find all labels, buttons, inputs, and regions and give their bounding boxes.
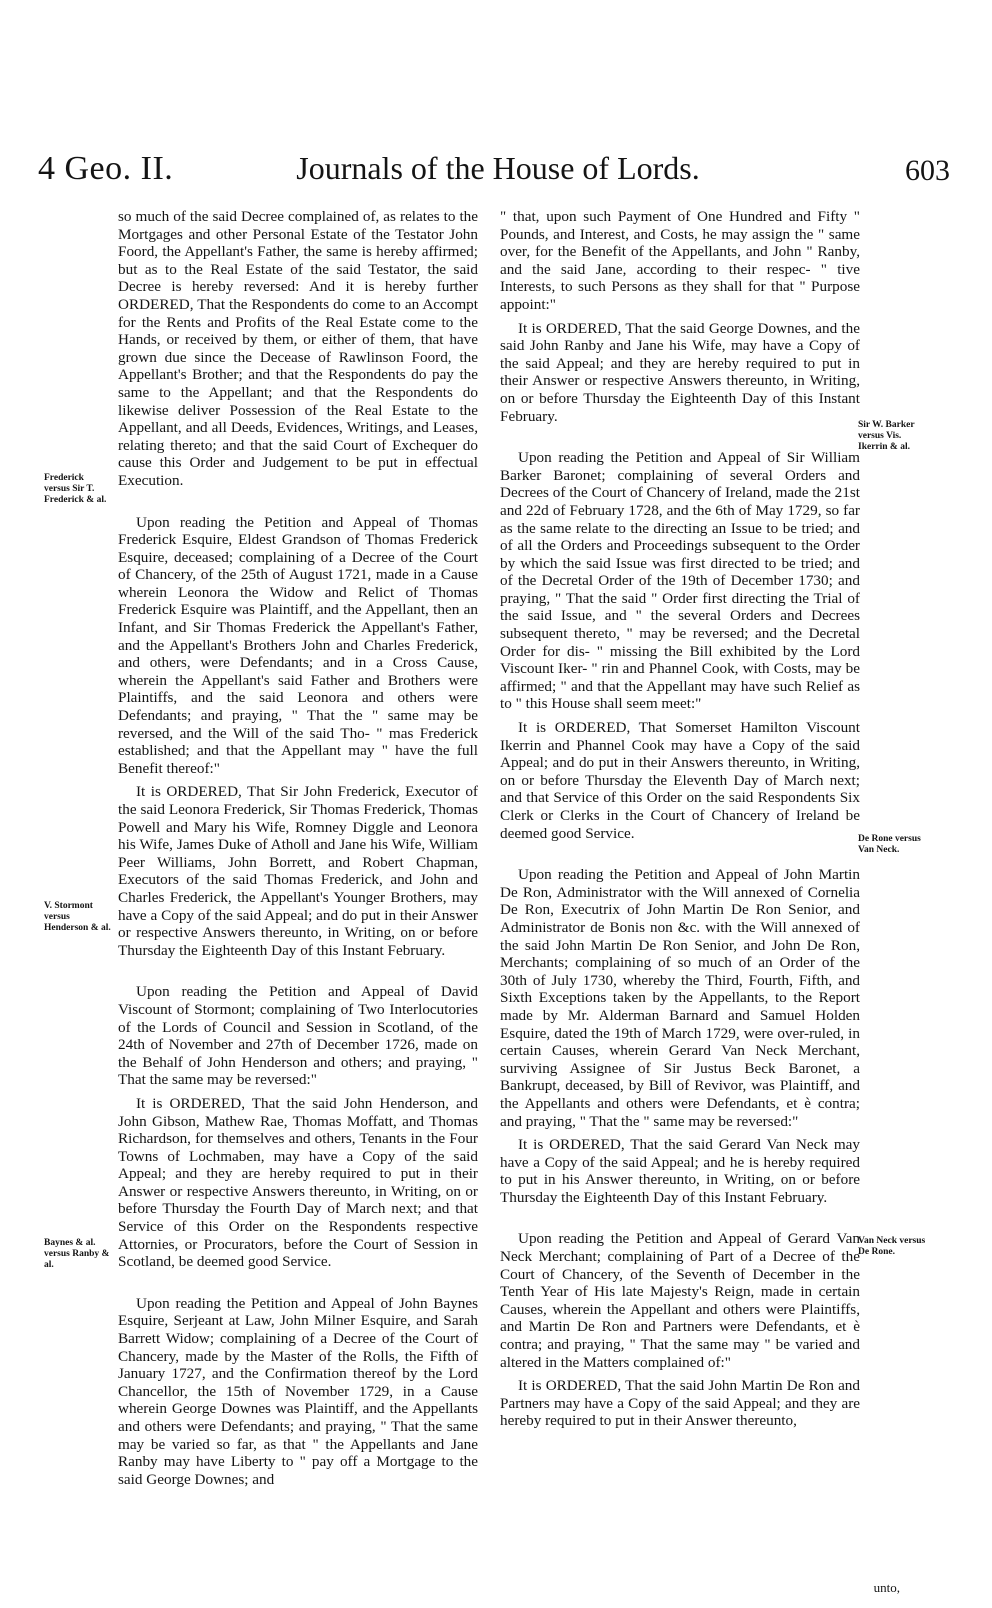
paragraph-deron-petition: Upon reading the Petition and Appeal of John Martin De Ron, Administrator with the Will annexed of Cornelia De Ron, Executrix of John Martin De Ron Senior, and Administrator de Bonis non &c. with the Will annexed of the said John Martin De Ron Senior, and John De Ron, Merchants; complaining of so much of an Order of the 30th of July 1730, whereby the Third, Fourth, Fifth, and Sixth Exceptions taken by the Appellants, to the Report made by Mr. Alderman Barnard and Samuel Holden Esquire, dated the 19th of March 1729, were over-ruled, in certain Causes, wherein Gerard Van Neck Merchant, surviving Assignee of Sir Justus Beck Baronet, a Bankrupt, deceased, by Bill of Revivor, was Plaintiff, and the Appellants and others were Defendants, et è contra; and praying, " That the " same may be reversed:"	[500, 866, 860, 1130]
margin-note-deron: De Rone versus Van Neck.	[858, 834, 921, 855]
paragraph-foord-judgement: so much of the said Decree complained of, as relates to the Mortgages and other Personal Estate of the Testator John Foord, the Appellant's Father, the same is hereby affirmed; but as to the Real Estate of the said Testator, the said Decree is hereby reversed: And it is hereby further ORDERED, That the Respondents do come to an Accompt for the Rents and Profits of the Real Estate come to the Hands, or received by them, or either of them, that have grown due since the Decease of Rawlinson Foord, the Appellant's Brother; and that the Respondents do pay the same to the Appellant; and that the Respondents do likewise deliver Possession of the Real Estate to the Appellant, and all Deeds, Evidences, Writings, and Leases, relating thereto; and that the said Court of Exchequer do cause this Order and Judgement to be put in effectual Execution.	[118, 208, 478, 489]
right-column	[500, 208, 860, 1430]
paragraph-baynes-petition: Upon reading the Petition and Appeal of John Baynes Esquire, Serjeant at Law, John Milner Esquire, and Sarah Barrett Widow; complaining of a Decree of the Court of Chancery, made by the Master of the Rolls, the Fifth of January 1727, and the Confirmation thereof by the Lord Chancellor, the 15th of November 1729, in a Cause wherein George Downes was Plaintiff, and the Appellants and others were Defendants; and praying, " That the same may be varied so far, as that " the Appellants and Jane Ranby may have Liberty to " pay off a Mortgage to the said George Downes; and	[118, 1294, 478, 1488]
margin-note-stormont: V. Stormont versus Henderson & al.	[44, 901, 111, 933]
paragraph-stormont-petition: Upon reading the Petition and Appeal of David Viscount of Stormont; complaining of Two Interlocutories of the Lords of Council and Session in Scotland, of the 24th of November and 27th of December 1726, made on the Behalf of John Henderson and others; and praying, " That the same may be reversed:"	[118, 983, 478, 1089]
paragraph-frederick-petition: Upon reading the Petition and Appeal of Thomas Frederick Esquire, Eldest Grandson of Thomas Frederick Esquire, deceased; complaining of a Decree of the Court of Chancery, of the 25th of August 1721, made in a Cause wherein Leonora the Widow and Relict of Thomas Frederick Esquire was Plaintiff, and the Appellant, then an Infant, and Sir Thomas Frederick the Appellant's Father, and the Appellant's Brothers John and Charles Frederick, and others, were Defendants; and in a Cross Cause, wherein the Appellant's said Father and Brothers were Plaintiffs, and the said Leonora and others were Defendants; and praying, " That the " same may be reversed, and the Will of the said Tho- " mas Frederick established; and that the Appellant may " have the full Benefit thereof:"	[118, 513, 478, 777]
margin-note-frederick: Frederick versus Sir T. Frederick & al.	[44, 473, 107, 505]
paragraph-vanneck-order: It is ORDERED, That the said John Martin De Ron and Partners may have a Copy of the said Appeal; and they are hereby required to put in their Answer thereunto,	[500, 1377, 860, 1430]
page-header	[38, 150, 958, 194]
running-title: Journals of the House of Lords.	[296, 150, 700, 186]
paragraph-barker-order: It is ORDERED, That Somerset Hamilton Viscount Ikerrin and Phannel Cook may have a Copy of the said Appeal; and do put in their Answers thereunto, in Writing, on or before Thursday the Eleventh Day of March next; and that Service of this Order on the said Respondents Six Clerk or Clerks in the Court of Chancery of Ireland be deemed good Service.	[500, 719, 860, 842]
page-number: 603	[905, 154, 950, 187]
left-column	[118, 208, 478, 1488]
paragraph-baynes-prayer: " that, upon such Payment of One Hundred and Fifty " Pounds, and Interest, and Costs, he may assign the " same over, for the Benefit of the Appellants, and John " Ranby, and the said Jane, according to their respec- " tive Interests, to such Persons as they shall for that " Purpose appoint:"	[500, 208, 860, 313]
paragraph-deron-order: It is ORDERED, That the said Gerard Van Neck may have a Copy of the said Appeal; and he is hereby required to put in his Answer thereunto, in Writing, on or before Thursday the Eighteenth Day of this Instant February.	[500, 1136, 860, 1206]
catchword: unto,	[873, 1580, 900, 1595]
paragraph-vanneck-petition: Upon reading the Petition and Appeal of Gerard Van Neck Merchant; complaining of Part of a Decree of the Court of Chancery, of the Seventh of December in the Tenth Year of His late Majesty's Reign, made in certain Causes, wherein the Appellant and others were Plaintiffs, and Martin De Ron and Partners were Defendants, et è contra; and praying, " That the same may " be varied and altered in the Matters complained of:"	[500, 1230, 860, 1371]
paragraph-barker-petition: Upon reading the Petition and Appeal of Sir William Barker Baronet; complaining of several Orders and Decrees of the Court of Chancery of Ireland, made the 21st and 22d of February 1728, and the 6th of May 1729, so far as the same relate to the directing an Issue to be tried; and of all the Orders and Proceedings subsequent to the Order by which the said Issue was first directed to be tried; and of the Decretal Order of the 19th of December 1730; and praying, " That the said " Order first directing the Trial of the said Issue, and " the several Orders and Decrees subsequent thereto, " may be reversed; and the Decretal Order for dis- " missing the Bill exhibited by the Lord Viscount Iker- " rin and Phannel Cook, with Costs, may be affirmed; " and that the Appellant may have such Relief as to " this House shall seem meet:"	[500, 449, 860, 713]
paragraph-baynes-order: It is ORDERED, That the said George Downes, and the said John Ranby and Jane his Wife, may have a Copy of the said Appeal; and they are hereby required to put in their Answer or respective Answers thereunto, in Writing, on or before Thursday the Eighteenth Day of this Instant February.	[500, 319, 860, 425]
paragraph-stormont-order: It is ORDERED, That the said John Henderson, and John Gibson, Mathew Rae, Thomas Moffatt, and Thomas Richardson, for themselves and others, Tenants in the Four Towns of Lochmaben, may have a Copy of the said Appeal; and they are hereby required to put in their Answer or respective Answers thereunto, in Writing, on or before Thursday the Fourth Day of March next; and that Service of this Order on the Respondents respective Attornies, or Procurators, before the Court of Session in Scotland, be deemed good Service.	[118, 1094, 478, 1271]
margin-note-vanneck: Van Neck versus De Rone.	[858, 1236, 926, 1257]
margin-note-barker: Sir W. Barker versus Vis. Ikerrin & al.	[858, 420, 915, 452]
margin-note-baynes: Baynes & al. versus Ranby & al.	[44, 1238, 110, 1270]
paragraph-frederick-order: It is ORDERED, That Sir John Frederick, Executor of the said Leonora Frederick, Sir Thomas Frederick, Thomas Powell and Mary his Wife, Romney Diggle and Leonora his Wife, James Duke of Atholl and Jane his Wife, William Peer Williams, John Borrett, and Robert Chapman, Executors of the said Thomas Frederick, and John and Charles Frederick, the Appellant's Younger Brothers, may have a Copy of the said Appeal; and do put in their Answer or respective Answers thereunto, in Writing, on or before Thursday the Eighteenth Day of this Instant February.	[118, 783, 478, 959]
regnal-year: 4 Geo. II.	[38, 150, 174, 187]
